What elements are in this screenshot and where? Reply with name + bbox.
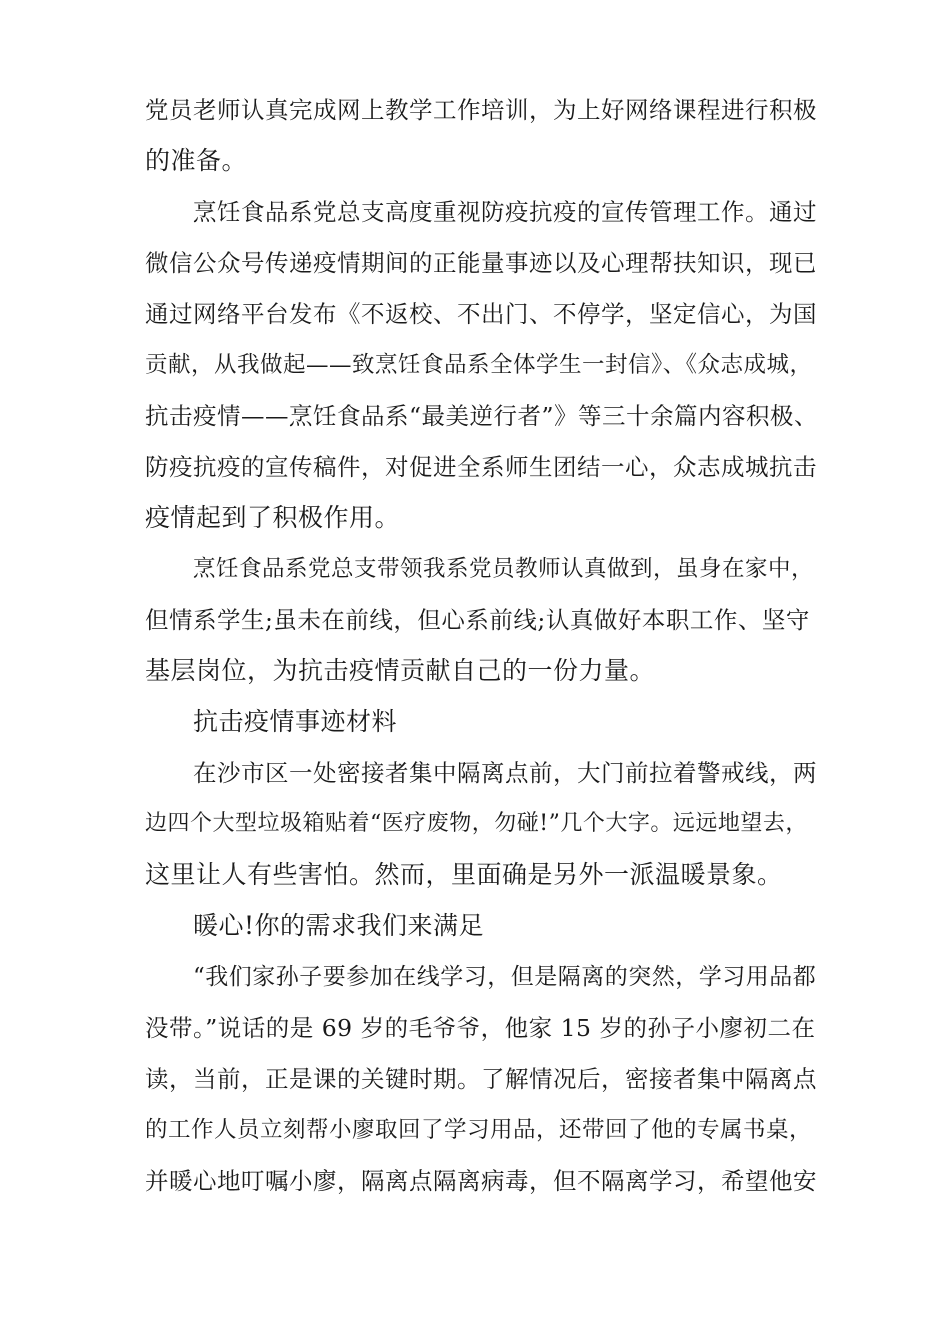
text-line: 的工作人员立刻帮小廖取回了学习用品，还带回了他的专属书桌， [145,1117,813,1143]
text-line: 并暖心地叮嘱小廖，隔离点隔离病毒，但不隔离学习，希望他安 [145,1167,817,1195]
text-line: 的准备。 [145,146,248,175]
text-line: 读，当前，正是课的关键时期。了解情况后，密接者集中隔离点 [145,1065,817,1093]
text-line: 基层岗位，为抗击疫情贡献自己的一份力量。 [145,656,656,685]
paragraph-first-line: 烹饪食品系党总支高度重视防疫抗疫的宣传管理工作。通过 [193,198,817,226]
text-line: 疫情起到了积极作用。 [145,503,401,532]
text-line: 贡献，从我做起——致烹饪食品系全体学生一封信》、《众志成城， [145,352,813,378]
text-line: 微信公众号传递疫情期间的正能量事迹以及心理帮扶知识，现已 [145,249,817,277]
text-line: 通过网络平台发布《不返校、不出门、不停学，坚定信心，为国 [145,300,817,328]
text-line: 党员老师认真完成网上教学工作培训，为上好网络课程进行积极 [145,96,817,124]
paragraph-first-line: “我们家孙子要参加在线学习，但是隔离的突然，学习用品都 [193,964,817,990]
paragraph-first-line: 烹饪食品系党总支带领我系党员教师认真做到，虽身在家中， [193,556,815,582]
text-line: 防疫抗疫的宣传稿件，对促进全系师生团结一心，众志成城抗击 [145,453,817,481]
text-line: 抗击疫情——烹饪食品系“最美逆行者”》等三十余篇内容积极、 [145,402,819,430]
text-line: 没带。”说话的是 69 岁的毛爷爷，他家 15 岁的孙子小廖初二在 [145,1014,816,1042]
paragraph-first-line: 在沙市区一处密接者集中隔离点前，大门前拉着警戒线，两 [193,759,817,787]
text-line: 但情系学生;虽未在前线，但心系前线;认真做好本职工作、坚守 [145,606,810,634]
subsection-heading: 暖心!你的需求我们来满足 [193,911,485,940]
text-line: 这里让人有些害怕。然而，里面确是另外一派温暖景象。 [145,860,783,889]
section-heading: 抗击疫情事迹材料 [193,707,398,736]
text-line: 边四个大型垃圾箱贴着“医疗废物，勿碰!”几个大字。远远地望去， [145,811,808,836]
